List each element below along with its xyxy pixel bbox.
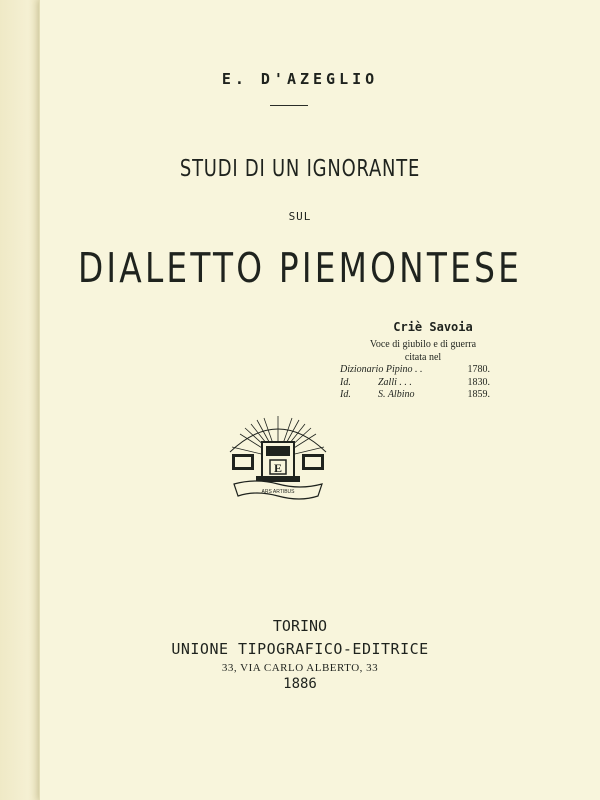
imprint-year: 1886 bbox=[283, 676, 317, 692]
imprint-place: TORINO bbox=[272, 617, 328, 635]
epigraph-line: Voce di giubilo e di guerra bbox=[369, 339, 477, 350]
imprint-publisher: UNIONE TIPOGRAFICO-EDITRICE bbox=[171, 640, 429, 658]
printer-mark-emblem-icon bbox=[226, 414, 330, 506]
title-line-1: STUDI DI UN IGNORANTE bbox=[179, 156, 421, 182]
main-title: DIALETTO PIEMONTESE bbox=[77, 244, 523, 292]
citation-year: 1859. bbox=[467, 389, 490, 400]
divider-rule bbox=[270, 105, 308, 106]
citation-abbr: Id. bbox=[340, 389, 351, 400]
title-connector: SUL bbox=[288, 210, 312, 223]
emblem-motto: ARS ARTIBUS bbox=[261, 489, 295, 495]
author-name: E. D'AZEGLIO bbox=[221, 70, 379, 88]
citation-year: 1780. bbox=[467, 364, 490, 375]
citation-source: Zalli . . . bbox=[378, 376, 412, 388]
citation-source: Dizionario Pipino . . bbox=[340, 364, 423, 375]
citation-source: S. Albino bbox=[378, 389, 415, 400]
epigraph-line: citata nel bbox=[404, 352, 442, 363]
epigraph bbox=[340, 320, 490, 402]
svg-text:E: E bbox=[273, 461, 283, 475]
citation-row bbox=[340, 364, 490, 377]
imprint-address: 33, VIA CARLO ALBERTO, 33 bbox=[221, 662, 379, 674]
citation-abbr: Id. bbox=[340, 376, 351, 388]
citation-row bbox=[340, 389, 490, 402]
citation-row bbox=[340, 377, 490, 390]
citation-year: 1830. bbox=[467, 376, 490, 388]
epigraph-title: Criè Savoia bbox=[393, 320, 473, 334]
